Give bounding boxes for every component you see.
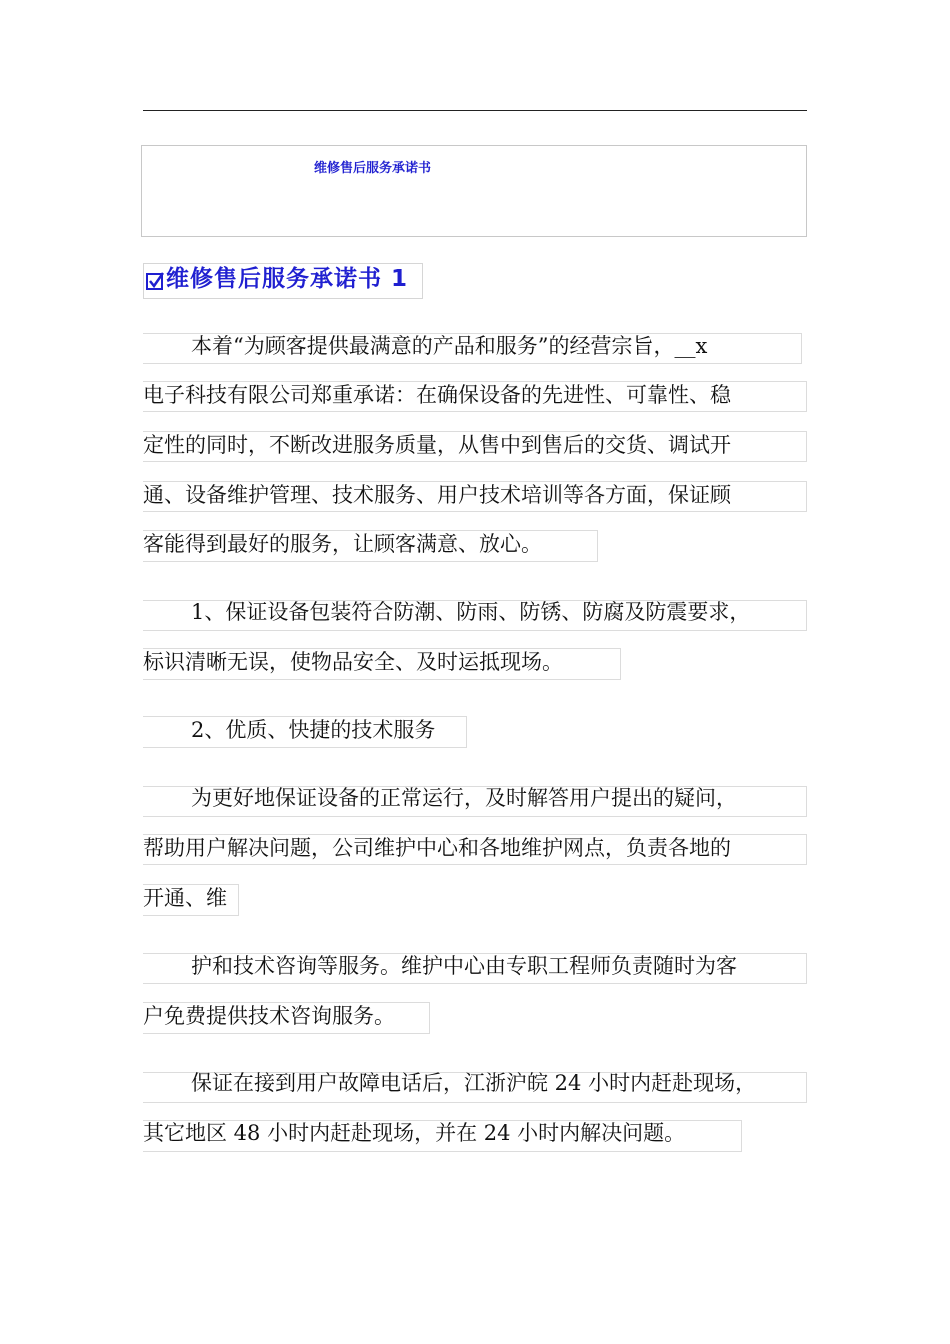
paragraph-line: 本着“为顾客提供最满意的产品和服务”的经营宗旨，__x (191, 334, 708, 358)
heading-title: 维修售后服务承诺书 1 (166, 266, 409, 292)
paragraph-line: 其它地区 48 小时内赶赴现场，并在 24 小时内解决问题。 (143, 1121, 686, 1145)
paragraph-line: 护和技术咨询等服务。维护中心由专职工程师负责随时为客 (191, 954, 737, 978)
paragraph-line: 开通、维 (143, 886, 227, 910)
paragraph-line: 户免费提供技术咨询服务。 (143, 1004, 395, 1028)
checkbox-checked-icon (146, 272, 164, 290)
paragraph-line: 保证在接到用户故障电话后，江浙沪皖 24 小时内赶赴现场， (191, 1071, 757, 1095)
header-box (141, 145, 807, 237)
paragraph-line: 为更好地保证设备的正常运行，及时解答用户提出的疑问， (191, 786, 737, 810)
paragraph-line: 标识清晰无误，使物品安全、及时运抵现场。 (143, 650, 563, 674)
paragraph-line: 定性的同时，不断改进服务质量，从售中到售后的交货、调试开 (143, 433, 731, 457)
paragraph-line: 帮助用户解决问题，公司维护中心和各地维护网点，负责各地的 (143, 836, 731, 860)
paragraph-line: 电子科技有限公司郑重承诺：在确保设备的先进性、可靠性、稳 (143, 383, 731, 407)
paragraph-line: 2、优质、快捷的技术服务 (191, 718, 436, 742)
paragraph-line: 1、保证设备包装符合防潮、防雨、防锈、防腐及防震要求， (191, 600, 751, 624)
header-title: 维修售后服务承诺书 (314, 161, 432, 176)
section-heading (143, 263, 423, 299)
paragraph-line: 客能得到最好的服务，让顾客满意、放心。 (143, 532, 542, 556)
paragraph-line: 通、设备维护管理、技术服务、用户技术培训等各方面，保证顾 (143, 483, 731, 507)
top-rule (143, 110, 807, 111)
